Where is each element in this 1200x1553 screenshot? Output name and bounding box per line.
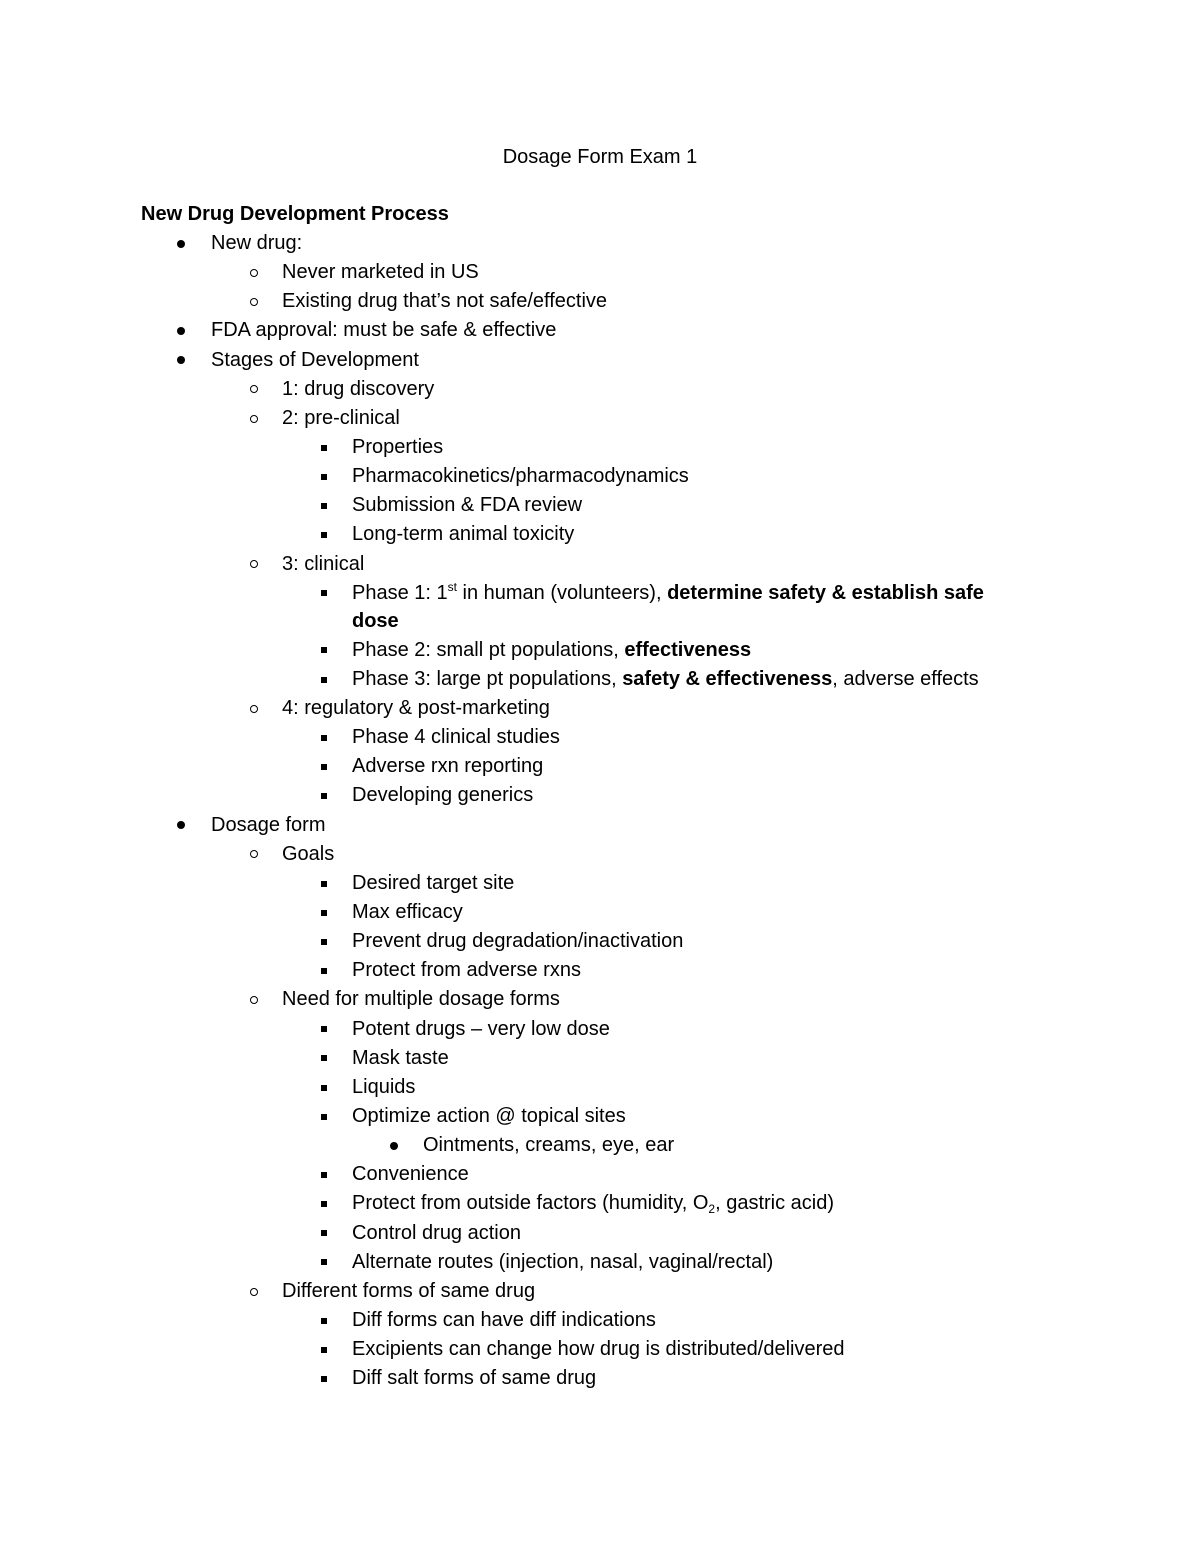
bullet-square-icon (314, 781, 334, 810)
list-item: Protect from outside factors (humidity, $O_2$, gastric acid) (0, 1189, 1200, 1218)
list-item: Optimize action @ topical sites (0, 1102, 1200, 1131)
bullet-square-icon (314, 1102, 334, 1131)
bullet-square-icon (314, 1335, 334, 1364)
section-heading: New Drug Development Process (141, 203, 449, 225)
list-item: Diff salt forms of same drug (0, 1364, 1200, 1393)
bullet-square-icon (314, 636, 334, 665)
bullet-square-icon (314, 1219, 334, 1248)
list-item: Alternate routes (injection, nasal, vaginal/rectal) (0, 1248, 1200, 1277)
list-item: Goals (0, 840, 1200, 869)
bullet-square-icon (314, 462, 334, 491)
list-item: Ointments, creams, eye, ear (0, 1131, 1200, 1160)
bullet-square-icon (314, 1160, 334, 1189)
bullet-square-icon (314, 752, 334, 781)
list-item: Pharmacokinetics/pharmacodynamics (0, 462, 1200, 491)
bullet-dot-icon (384, 1131, 404, 1160)
list-item: Adverse rxn reporting (0, 752, 1200, 781)
list-item: Potent drugs – very low dose (0, 1015, 1200, 1044)
list-item: Dosage form (0, 811, 1200, 840)
list-item: Max efficacy (0, 898, 1200, 927)
list-item: Properties (0, 433, 1200, 462)
list-item: Long-term animal toxicity (0, 520, 1200, 549)
bullet-circle-icon (244, 840, 264, 869)
bullet-dot-icon (171, 811, 191, 840)
list-item: Diff forms can have diff indications (0, 1306, 1200, 1335)
bullet-circle-icon (244, 375, 264, 404)
list-item: Phase 3: large pt populations, safety & effectiveness, adverse effects (0, 665, 1200, 694)
list-item: Developing generics (0, 781, 1200, 810)
bullet-dot-icon (171, 346, 191, 375)
list-item: Need for multiple dosage forms (0, 985, 1200, 1014)
list-item: Liquids (0, 1073, 1200, 1102)
bullet-square-icon (314, 1364, 334, 1393)
bullet-circle-icon (244, 404, 264, 433)
list-item: 3: clinical (0, 550, 1200, 579)
bullet-circle-icon (244, 694, 264, 723)
bullet-square-icon (314, 1306, 334, 1335)
bullet-circle-icon (244, 985, 264, 1014)
list-item: New drug: (0, 229, 1200, 258)
list-item: Protect from adverse rxns (0, 956, 1200, 985)
document-title: Dosage Form Exam 1 (502, 146, 698, 168)
bullet-square-icon (314, 898, 334, 927)
bullet-square-icon (314, 927, 334, 956)
list-item: Existing drug that’s not safe/effective (0, 287, 1200, 316)
bullet-square-icon (314, 579, 334, 608)
list-item: Phase 2: small pt populations, effectiveness (0, 636, 1200, 665)
bullet-dot-icon (171, 316, 191, 345)
list-item: 1: drug discovery (0, 375, 1200, 404)
list-item: Phase 1: 1st in human (volunteers), determine safety & establish safe dose (0, 579, 1200, 636)
list-item: Stages of Development (0, 346, 1200, 375)
list-item: Submission & FDA review (0, 491, 1200, 520)
bullet-square-icon (314, 433, 334, 462)
bullet-square-icon (314, 869, 334, 898)
list-item: Excipients can change how drug is distributed/delivered (0, 1335, 1200, 1364)
list-item: Convenience (0, 1160, 1200, 1189)
list-item: Prevent drug degradation/inactivation (0, 927, 1200, 956)
bullet-circle-icon (244, 258, 264, 287)
list-item: 2: pre-clinical (0, 404, 1200, 433)
bullet-circle-icon (244, 287, 264, 316)
list-item: Desired target site (0, 869, 1200, 898)
bullet-square-icon (314, 665, 334, 694)
bullet-square-icon (314, 1015, 334, 1044)
outline-list (0, 229, 1200, 1393)
bullet-circle-icon (244, 550, 264, 579)
bullet-square-icon (314, 956, 334, 985)
list-item: FDA approval: must be safe & effective (0, 316, 1200, 345)
bullet-square-icon (314, 1044, 334, 1073)
list-item: Mask taste (0, 1044, 1200, 1073)
bullet-dot-icon (171, 229, 191, 258)
list-item: Phase 4 clinical studies (0, 723, 1200, 752)
list-item: Different forms of same drug (0, 1277, 1200, 1306)
bullet-circle-icon (244, 1277, 264, 1306)
bullet-square-icon (314, 723, 334, 752)
bullet-square-icon (314, 491, 334, 520)
bullet-square-icon (314, 520, 334, 549)
list-item: Control drug action (0, 1219, 1200, 1248)
bullet-square-icon (314, 1189, 334, 1218)
list-item: 4: regulatory & post-marketing (0, 694, 1200, 723)
bullet-square-icon (314, 1073, 334, 1102)
bullet-square-icon (314, 1248, 334, 1277)
list-item: Never marketed in US (0, 258, 1200, 287)
